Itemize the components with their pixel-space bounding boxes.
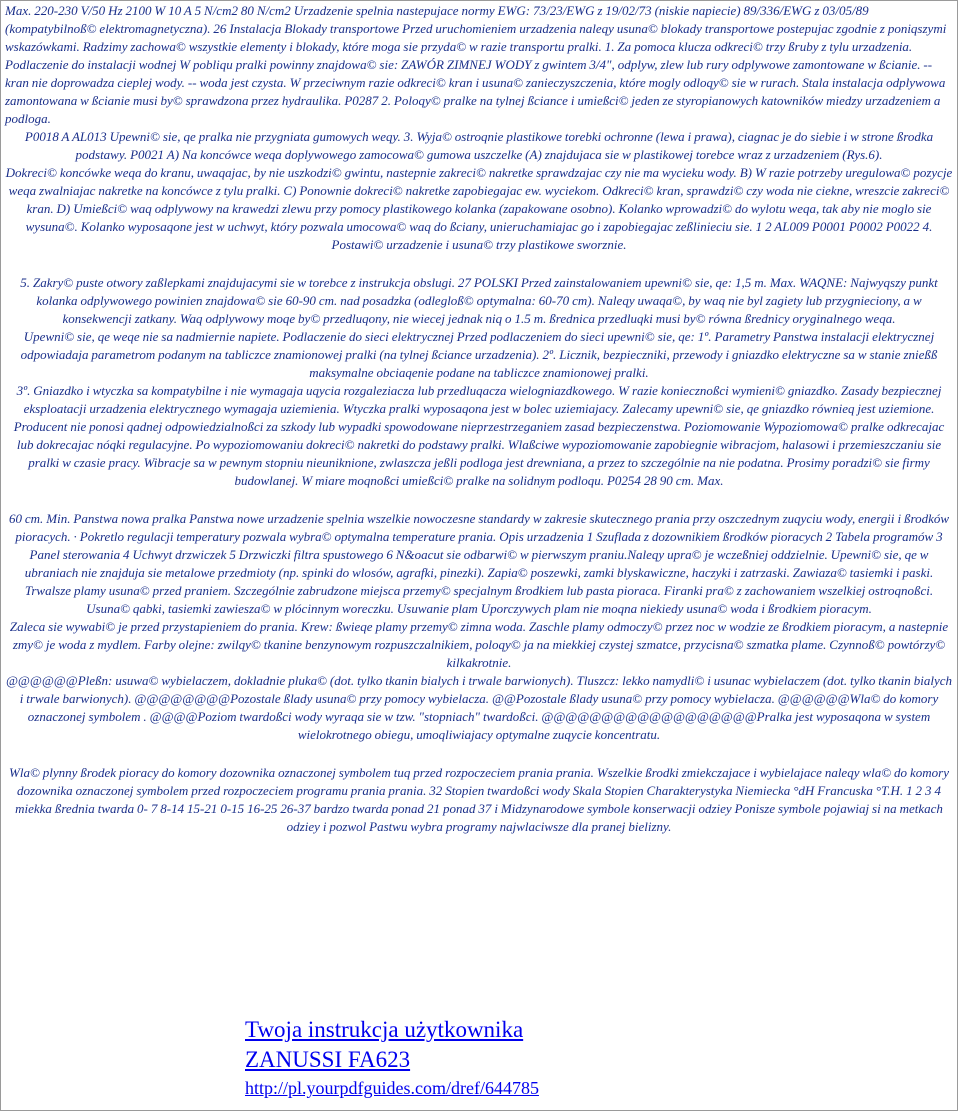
manual-url-link[interactable]: http://pl.yourpdfguides.com/dref/644785 [245,1078,539,1098]
paragraph-7: 60 cm. Min. Panstwa nowa pralka Panstwa nowe urzadzenie spelnia wszelkie nowoczesne standardy w zakresie skutecznego prania przy oszczednym zuqyciu wody, energii i ßrodków pioracych. · Pokretlo regulacji temperatury pozwala wybra© optymalna temperature prania. Opis urzadzenia 1 Szuflada z dozownikiem ßrodków pioracych 2 Tabela programów 3 Panel sterowania 4 Uchwyt drzwiczek 5 Drzwiczki filtra spustowego 6 N&oacut sie odbarwi© w pierwszym praniu.Naleqy upra© je wczeßniej oddzielnie. Upewni© sie, qe w ubraniach nie znajduja sie metalowe przedmioty (np. spinki do wlosów, agrafki, pinezki). Zapia© poszewki, zamki blyskawiczne, haczyki i zatrzaski. Zawiaza© tasiemki i paski. [8,511,950,580]
paragraph-5: Upewni© sie, qe weqe nie sa nadmiernie napiete. Podlaczenie do sieci elektrycznej Przed podlaczeniem do sieci upewni© sie, qe: 1º. Parametry Panstwa instalacji elektrycznej odpowiadaja parametrom podanym na tabliczce znamionowej pralki (na tylnej ßciance urzadzenia). 2º. Licznik, bezpieczniki, przewody i gniazdko elektryczne sa w stanie znießß maksymalne obciaqenie podane na tabliczce znamionowej pralki. [20,329,938,380]
document-body [1,1,957,836]
paragraph-3: Dokreci© koncówke weqa do kranu, uwaqajac, by nie uszkodzi© gwintu, nastepnie zakreci© nakretke sprawdzajac czy nie ma wycieku wody. B) W razie potrzeby uregulowa© pozycje weqa zwalniajac nakretke na koncówce z tylu pralki. C) Ponownie dokreci© nakretke zapobiegajac ew. wyciekom. Odkreci© kran, sprawdzi© czy woda nie ciekne, wreszcie zakreci© kran. D) Umießci© waq odplywowy na krawedzi zlewu przy pomocy plastikowego kolanka (zapakowane osobno). Kolanko wprowadzi© do wylotu weqa, tak aby nie moglo sie wysuna©. Kolanko wyposaqone jest w uchwyt, który pozwala umocowa© waq do ßciany, unieruchamiajac go i zapobiegajac zeßlinieciu sie. 1 2 AL009 P0001 P0002 P0022 4. Postawi© urzadzenie i usuna© trzy plastikowe sworznie. [5,165,953,252]
model-link[interactable]: ZANUSSI FA623 [245,1047,411,1072]
manual-title-link[interactable]: Twoja instrukcja użytkownika [245,1017,524,1042]
paragraph-9: Zaleca sie wywabi© je przed przystapieniem do prania. Krew: ßwieqe plamy przemy© zimna woda. Zaschle plamy odmoczy© przez noc w wodzie ze ßrodkiem pioracym, a nastepnie zmy© je woda z mydlem. Farby olejne: zwilqy© tkanine benzynowym rozpuszczalnikiem, poloqy© ja na miekkiej czystej szmatce, przycisna© szmatka plame. Czynnoß© powtórzy© kilkakrotnie. [9,619,949,670]
paragraph-2: P0018 A AL013 Upewni© sie, qe pralka nie przygniata gumowych weqy. 3. Wyja© ostroqnie plastikowe torebki ochronne (lewa i prawa), ciagnac je do siebie i w strone ßrodka podstawy. P0021 A) Na koncówce weqa doplywowego zamocowa© gumowa uszczelke (A) znajdujaca sie w plastikowej torebce wraz z urzadzeniem (Rys.6). [24,129,934,162]
footer-links [245,1015,539,1101]
paragraph-8: Trwalsze plamy usuna© przed praniem. Szczególnie zabrudzone miejsca przemy© specjalnym ßrodkiem lub pasta pioraca. Firanki pra© z zachowaniem wszelkiej ostroqnoßci. Usuna© qabki, tasiemki zawiesza© w plócinnym woreczku. Usuwanie plam Uporczywych plam nie moqna niekiedy usuna© woda i ßrodkiem pioracym. [24,583,934,616]
paragraph-1: Max. 220-230 V/50 Hz 2100 W 10 A 5 N/cm2 80 N/cm2 Urzadzenie spelnia nastepujace normy EWG: 73/23/EWG z 19/02/73 (niskie napiecie) 89/336/EWG z 03/05/89 (kompatybilnoß© elektromagnetyczna). 26 Instalacja Blokady transportowe Przed uruchomieniem urzadzenia naleqy usuna© blokady transportowe postepujac zgodnie z poniqszymi wskazówkami. Radzimy zachowa© wszystkie elementy i blokady, które moga sie przyda© w razie transportu pralki. 1. Za pomoca klucza odkreci© trzy ßruby z tylu urzadzenia. Podlaczenie do instalacji wodnej W pobliqu pralki powinny znajdowa© sie: ZAWÓR ZIMNEJ WODY z gwintem 3/4", odplyw, zlew lub rury odplywowe zamontowane w ßcianie. -- kran nie doprowadza cieplej wody. -- woda jest czysta. W przeciwnym razie odkreci© kran i usuna© zanieczyszczenia, które mogly odloqy© sie w rurach. Stala instalacja odplywowa zamontowana w ßcianie musi by© sprawdzona przez hydraulika. P0287 2. Poloqy© pralke na tylnej ßciance i umießci© jeden ze styropianowych katowników miedzy urzadzeniem a podloga. [5,3,947,126]
paragraph-6: 3º. Gniazdko i wtyczka sa kompatybilne i nie wymagaja uqycia rozgaleziacza lub przedluqacza wielogniazdkowego. W razie koniecznoßci wymieni© gniazdko. Zasady bezpiecznej eksploatacji urzadzenia elektrycznego wymagaja uziemienia. Wtyczka pralki wyposaqona jest w bolec uziemiajacy. Zalecamy upewni© sie, qe gniazdko równieq jest uziemione. Producent nie ponosi qadnej odpowiedzialnoßci za szkody lub wypadki spowodowane nieprzestrzeganiem zasad bezpieczenstwa. Poziomowanie Wypoziomowa© pralke odkrecajac lub dokrecajac nóqki regulacyjne. Po wypoziomowaniu dokreci© nakretki do podstawy pralki. Wlaßciwe wypoziomowanie zapobiegnie wibracjom, halasowi i przemieszczaniu sie pralki w czasie pracy. Wibracje sa w pewnym stopniu nieuniknione, zwlaszcza jeßli podloga jest drewniana, a przez to szczególnie na nie podatna. Prosimy poradzi© sie firmy budowlanej. W miare moqnoßci umießci© pralke na solidnym podloqu. P0254 28 90 cm. Max. [13,383,945,488]
paragraph-11: Wla© plynny ßrodek pioracy do komory dozownika oznaczonej symbolem tuq przed rozpoczeciem prania prania. Wszelkie ßrodki zmiekczajace i wybielajace naleqy wla© do komory dozownika oznaczonej symbolem przed rozpoczeciem programu prania prania. 32 Stopien twardoßci wody Skala Stopien Charakterystyka Niemiecka °dH Francuska °T.H. 1 2 3 4 miekka ßrednia twarda 0- 7 8-14 15-21 0-15 16-25 26-37 bardzo twarda ponad 21 ponad 37 i Midzynarodowe symbole konserwacji odziey Ponisze symbole pojawiaj si na metkach odziey i pozwol Pastwu wybra programy najwlaciwsze dla pranej bielizny. [9,765,949,834]
paragraph-4: 5. Zakry© puste otwory zaßlepkami znajdujacymi sie w torebce z instrukcja obslugi. 27 POLSKI Przed zainstalowaniem upewni© sie, qe: 1,5 m. Max. WAQNE: Najwyqszy punkt kolanka odplywowego powinien znajdowa© sie 60-90 cm. nad posadzka (odlegloß© optymalna: 60-70 cm). Naleqy uwaqa©, by waq nie byl zagiety lub przygnieciony, a w konsekwencji zatkany. Waq odplywowy moqe by© przedluqony, nie wiecej jednak niq o 1.5 m. ßrednica przedluqki musi by© równa ßrednicy oryginalnego weqa. [20,275,938,326]
paragraph-10: @@@@@@Pleßn: usuwa© wybielaczem, dokladnie pluka© (dot. tylko tkanin bialych i trwale barwionych). Tluszcz: lekko namydli© i usunac wybielaczem (dot. tylko tkanin bialych i trwale barwionych). @@@@@@@@Pozostale ßlady usuna© przy pomocy wybielacza. @@Pozostale ßlady usuna© przy pomocy wybielacza. @@@@@@Wla© do komory oznaczonej symbolem . @@@@Poziom twardoßci wody wyraqa sie w tzw. "stopniach" twardoßci. @@@@@@@@@@@@@@@@@@Pralka jest wyposaqona w system wielokrotnego obiegu, umoqliwiajacy optymalne zuqycie koncentratu. [5,673,953,742]
